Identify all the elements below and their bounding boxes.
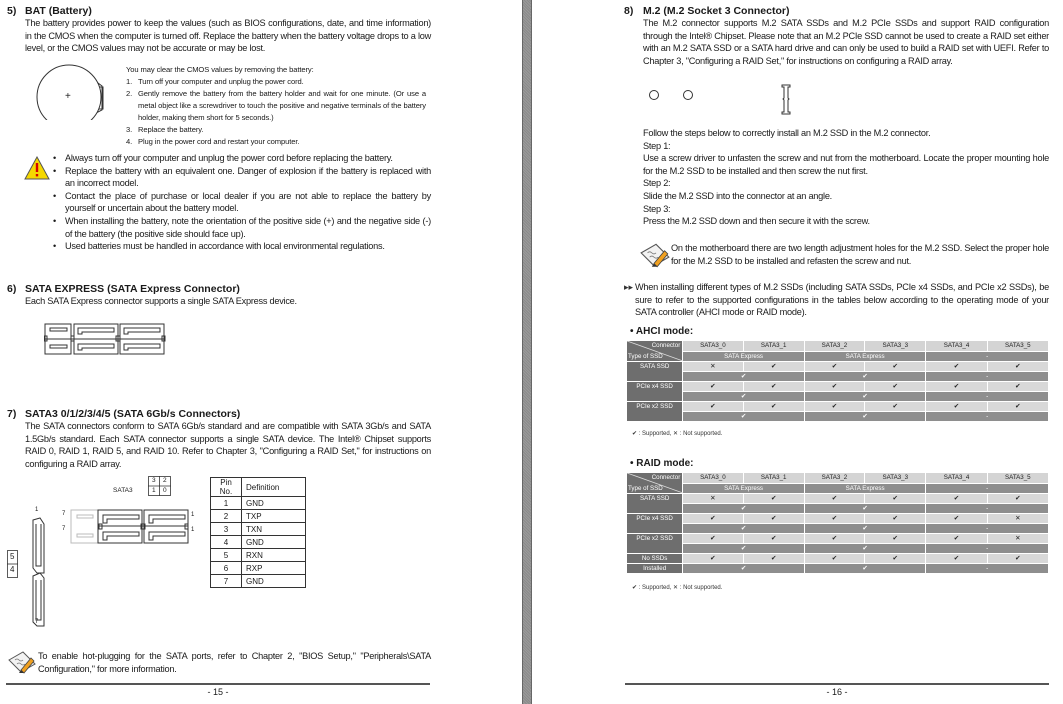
step-text: Gently remove the battery from the battery holder and wait for one minute. (Or use a metal object like a screwdriver to touch the positive and negative terminals of the battery holder, making them short for 5 seconds.) — [138, 89, 426, 122]
column-header: SATA3_2 — [804, 473, 864, 484]
support-cell: ✔ — [926, 402, 987, 412]
column-header: SATA3_3 — [865, 473, 926, 484]
column-header: SATA3_0 — [683, 341, 743, 352]
sata-pin-table — [210, 477, 306, 588]
table-group-row — [627, 372, 1049, 382]
warning-item: • When installing the battery, note the orientation of the positive side (+) and the negative side (-) of the battery (the positive side should face up). — [53, 215, 431, 240]
support-cell: ✔ — [926, 514, 987, 524]
step-text: Slide the M.2 SSD into the connector at an angle. — [643, 190, 832, 201]
support-cell: ✔ — [683, 514, 743, 524]
group-support-cell: ✔ — [804, 372, 926, 382]
support-cell: ✔ — [683, 554, 743, 564]
pin-number: 4 — [211, 536, 242, 549]
group-support-cell: - — [926, 564, 1049, 574]
table-row — [627, 494, 1049, 504]
pin-number: 1 — [211, 497, 242, 510]
support-cell: ✔ — [865, 494, 926, 504]
table-group-row — [627, 524, 1049, 534]
page-16 — [532, 0, 1063, 704]
step-number: 3. — [126, 125, 133, 134]
table-header-row — [627, 341, 1049, 352]
group-support-cell: - — [926, 544, 1049, 554]
support-cell: ✔ — [987, 362, 1048, 372]
support-cell: ✔ — [804, 362, 864, 372]
bullet: • — [630, 326, 636, 337]
m2-connector-diagram — [644, 84, 824, 116]
pin-7-label: 7 — [62, 511, 66, 517]
group-support-cell: - — [926, 392, 1049, 402]
page-15 — [0, 0, 522, 704]
support-cell: ✔ — [683, 402, 743, 412]
footer-rule — [625, 683, 1049, 685]
corner-connector-label: Connector — [651, 342, 681, 349]
sata-express-description: Each SATA Express connector supports a single SATA Express device. — [25, 296, 297, 306]
row-label: PCIe x2 SSD — [627, 402, 683, 422]
side-port-grid — [7, 550, 18, 578]
corner-connector-label: Connector — [651, 474, 681, 481]
section-number: 5) — [7, 5, 17, 17]
group-support-cell: ✔ — [804, 504, 926, 514]
raid-mode-table — [626, 472, 1049, 574]
support-cell: ✔ — [743, 402, 804, 412]
clear-step — [126, 88, 426, 124]
footer-rule — [6, 683, 430, 685]
group-support-cell: ✔ — [804, 544, 926, 554]
step-number: 4. — [126, 137, 133, 146]
definition-header: Definition — [242, 478, 306, 497]
mode-heading — [630, 326, 693, 337]
support-cell: ✔ — [743, 554, 804, 564]
warning-list — [53, 152, 431, 253]
column-header: SATA3_1 — [743, 473, 804, 484]
support-cell: ✔ — [926, 554, 987, 564]
section-number: 8) — [624, 5, 634, 17]
m2-install-steps — [643, 127, 1049, 228]
clear-cmos-intro: You may clear the CMOS values by removing the battery: — [126, 65, 314, 74]
table-row — [627, 402, 1049, 412]
support-cell: ✔ — [804, 382, 864, 392]
warning-item: • Always turn off your computer and unplug the power cord before replacing the battery. — [53, 152, 431, 165]
group-support-cell: ✔ — [683, 372, 805, 382]
clear-cmos-steps — [126, 76, 426, 148]
port-label: 5 — [10, 552, 15, 561]
section-title-sata3: SATA3 0/1/2/3/4/5 (SATA 6Gb/s Connectors) — [25, 408, 241, 420]
support-cell: ✔ — [804, 514, 864, 524]
sata3-diagram-label: SATA3 — [113, 487, 133, 494]
pin-number: 5 — [211, 549, 242, 562]
support-cell: ✔ — [926, 494, 987, 504]
table-group-row — [627, 544, 1049, 554]
ahci-mode-table — [626, 340, 1049, 422]
support-cell: ✔ — [804, 534, 864, 544]
group-support-cell: ✔ — [804, 524, 926, 534]
port-label: 3 — [152, 477, 156, 484]
clear-step — [126, 124, 426, 136]
group-support-cell: - — [926, 524, 1049, 534]
group-row — [627, 483, 1049, 494]
step-label: Step 2: — [643, 178, 671, 189]
pin-number: 7 — [211, 575, 242, 588]
support-legend: ✔ : Supported, ✕ : Not supported. — [632, 431, 723, 437]
mode-title: RAID mode: — [636, 458, 694, 469]
row-label: No SSDs — [627, 554, 683, 564]
pin-definition: RXP — [242, 562, 306, 575]
column-header: SATA3_4 — [926, 473, 987, 484]
pin-row — [211, 497, 306, 510]
table-row — [627, 554, 1049, 564]
column-header: SATA3_0 — [683, 473, 743, 484]
pin-header: Pin No. — [211, 478, 242, 497]
pin-definition: TXP — [242, 510, 306, 523]
support-cell: ✔ — [743, 514, 804, 524]
support-cell: ✔ — [683, 382, 743, 392]
pin-definition: GND — [242, 497, 306, 510]
pin-number: 3 — [211, 523, 242, 536]
group-support-cell: ✔ — [804, 412, 926, 422]
page-gutter — [522, 0, 532, 704]
clear-step — [126, 76, 426, 88]
support-cell: ✔ — [865, 514, 926, 524]
mode-title: AHCI mode: — [635, 326, 694, 337]
group-support-cell: ✔ — [683, 392, 805, 402]
page-number: - 15 - — [207, 687, 229, 697]
corner-cell — [627, 341, 683, 362]
group-header: - — [926, 351, 1049, 362]
group-header: SATA Express — [683, 351, 805, 362]
m2-length-note: On the motherboard there are two length adjustment holes for the M.2 SSD. Select the proper hole for the M.2 SSD to be installed and refasten the screw and nut. — [671, 243, 1049, 266]
pin-row — [211, 575, 306, 588]
pin-1-label: 1 — [191, 527, 195, 533]
m2-config-intro: When installing different types of M.2 SSDs (including SATA SSDs, PCIe x4 SSDs, and PCIe x2 SSDs), be sure to refer to the supported configurations in the tables below according to the operating mode of your SATA controller (AHCI mode or RAID mode). — [635, 282, 1049, 318]
page-number: - 16 - — [826, 687, 848, 697]
battery-positive-symbol: + — [65, 91, 71, 102]
port-label: 2 — [163, 477, 167, 484]
table-group-row — [627, 412, 1049, 422]
row-label: SATA SSD — [627, 494, 683, 514]
group-header: SATA Express — [804, 483, 926, 494]
pin-definition: TXN — [242, 523, 306, 536]
corner-type-label: Type of SSD — [628, 485, 663, 492]
pin-7-label: 7 — [62, 526, 66, 532]
support-cell: ✔ — [804, 554, 864, 564]
port-label: 1 — [152, 487, 156, 494]
group-support-cell: ✔ — [804, 392, 926, 402]
support-cell: ✔ — [743, 362, 804, 372]
pin-number: 6 — [211, 562, 242, 575]
row-label: PCIe x4 SSD — [627, 382, 683, 402]
column-header: SATA3_4 — [926, 341, 987, 352]
pin-row — [211, 510, 306, 523]
support-cell: ✔ — [865, 402, 926, 412]
corner-type-label: Type of SSD — [628, 353, 663, 360]
m2-steps-list — [643, 140, 1049, 228]
support-cell: ✕ — [987, 514, 1048, 524]
sata3-connector-diagram — [5, 474, 205, 630]
pin-row — [211, 536, 306, 549]
port-label: 0 — [163, 487, 167, 494]
section-title-sata-express: SATA EXPRESS (SATA Express Connector) — [25, 283, 240, 295]
group-support-cell: ✔ — [683, 564, 805, 574]
group-header: SATA Express — [804, 351, 926, 362]
table-group-row — [627, 504, 1049, 514]
table-row — [627, 382, 1049, 392]
support-cell: ✔ — [865, 382, 926, 392]
group-support-cell: ✔ — [683, 412, 805, 422]
bullet: • — [630, 458, 637, 469]
pin-1-label: 1 — [35, 507, 39, 513]
support-cell: ✔ — [987, 554, 1048, 564]
group-support-cell: ✔ — [804, 564, 926, 574]
sata-hotplug-note: To enable hot-plugging for the SATA ports, refer to Chapter 2, "BIOS Setup," "Peripherals\SATA Configuration," for more information. — [38, 651, 431, 674]
support-legend: ✔ : Supported, ✕ : Not supported. — [632, 585, 723, 591]
table-group-row — [627, 392, 1049, 402]
note-pencil-icon — [639, 242, 671, 268]
step-number: 2. — [126, 89, 133, 98]
step-number: 1. — [126, 77, 133, 86]
clear-cmos-instructions — [126, 64, 426, 148]
step-text: Use a screw driver to unfasten the screw and nut from the motherboard. Locate the proper mounting hole for the M.2 SSD to be installed and then screw the nut first. — [643, 153, 1049, 176]
support-cell: ✔ — [987, 494, 1048, 504]
table-group-row — [627, 564, 1049, 574]
table-row — [627, 514, 1049, 524]
column-header: SATA3_2 — [804, 341, 864, 352]
support-cell: ✔ — [865, 534, 926, 544]
column-header: SATA3_3 — [865, 341, 926, 352]
group-support-cell: ✔ — [683, 544, 805, 554]
pin-7-label: 7 — [35, 619, 39, 625]
pin-row — [211, 523, 306, 536]
port-label: 4 — [10, 565, 15, 574]
bat-description: The battery provides power to keep the values (such as BIOS configurations, date, and time information) in the CMOS when the computer is turned off. Replace the battery when the battery voltage drops to a low level, or the CMOS values may not be accurate or may be lost. — [25, 18, 431, 54]
group-header: SATA Express — [683, 483, 805, 494]
mode-heading — [630, 458, 694, 469]
support-cell: ✔ — [987, 382, 1048, 392]
support-cell: ✕ — [683, 362, 743, 372]
warning-icon — [24, 156, 50, 180]
support-cell: ✔ — [743, 382, 804, 392]
pin-row — [211, 549, 306, 562]
step-text: Replace the battery. — [138, 125, 204, 134]
m2-description: The M.2 connector supports M.2 SATA SSDs and M.2 PCIe SSDs and support RAID configuration through the Intel® Chipset. Please note that an M.2 PCIe SSD cannot be used to create a RAID set either with an M.2 SATA SSD or a SATA hard drive and can only be used to build a RAID set with UEFI. Refer to Chapter 3, "Configuring a RAID Set," for instructions on configuring a RAID array. — [643, 18, 1049, 66]
support-cell: ✕ — [987, 534, 1048, 544]
column-header: SATA3_5 — [987, 341, 1048, 352]
double-arrow-icon: ▸▸ — [624, 282, 634, 292]
group-support-cell: ✔ — [683, 524, 805, 534]
note-pencil-icon — [7, 650, 37, 674]
support-cell: ✔ — [987, 402, 1048, 412]
table-row — [627, 362, 1049, 372]
sata3-description: The SATA connectors conform to SATA 6Gb/s standard and are compatible with SATA 3Gb/s and SATA 1.5Gb/s standard. Each SATA connector supports a single SATA device. The Intel® Chipset supports RAID 0, RAID 1, RAID 5, and RAID 10. Refer to Chapter 3, "Configuring a RAID Set," for instructions on configuring a RAID array. — [25, 421, 431, 469]
warning-item: • Replace the battery with an equivalent one. Danger of explosion if the battery is replaced with an incorrect model. — [53, 165, 431, 190]
group-support-cell: ✔ — [683, 504, 805, 514]
support-cell: ✔ — [865, 362, 926, 372]
battery-diagram — [36, 64, 116, 120]
warning-item: • Contact the place of purchase or local dealer if you are not able to replace the battery by yourself or uncertain about the battery model. — [53, 190, 431, 215]
row-label: SATA SSD — [627, 362, 683, 382]
support-cell: ✔ — [743, 494, 804, 504]
step-label: Step 1: — [643, 140, 671, 151]
row-label-cont: Installed — [627, 564, 683, 574]
support-cell: ✔ — [683, 534, 743, 544]
step-label: Step 3: — [643, 203, 671, 214]
group-row — [627, 351, 1049, 362]
row-label: PCIe x2 SSD — [627, 534, 683, 554]
step-text: Plug in the power cord and restart your computer. — [138, 137, 300, 146]
pin-table-header — [211, 478, 306, 497]
support-cell: ✔ — [743, 534, 804, 544]
table-row — [627, 534, 1049, 544]
section-number: 6) — [7, 283, 17, 295]
pin-row — [211, 562, 306, 575]
steps-intro: Follow the steps below to correctly install an M.2 SSD in the M.2 connector. — [643, 128, 931, 138]
column-header: SATA3_5 — [987, 473, 1048, 484]
pin-1-label: 1 — [191, 512, 195, 518]
support-cell: ✔ — [926, 534, 987, 544]
pin-definition: RXN — [242, 549, 306, 562]
section-title-m2: M.2 (M.2 Socket 3 Connector) — [643, 5, 790, 17]
column-header: SATA3_1 — [743, 341, 804, 352]
battery-warnings — [53, 152, 431, 253]
group-header: - — [926, 483, 1049, 494]
group-support-cell: - — [926, 504, 1049, 514]
group-support-cell: - — [926, 372, 1049, 382]
support-cell: ✔ — [804, 402, 864, 412]
pin-definition: GND — [242, 575, 306, 588]
support-cell: ✕ — [683, 494, 743, 504]
support-cell: ✔ — [926, 382, 987, 392]
support-cell: ✔ — [926, 362, 987, 372]
sata-express-connector-diagram — [44, 322, 166, 356]
pin-number: 2 — [211, 510, 242, 523]
row-label: PCIe x4 SSD — [627, 514, 683, 534]
support-cell: ✔ — [804, 494, 864, 504]
warning-item: • Used batteries must be handled in accordance with local environmental regulations. — [53, 240, 431, 253]
step-text: Press the M.2 SSD down and then secure it with the screw. — [643, 216, 870, 227]
step-text: Turn off your computer and unplug the power cord. — [138, 77, 304, 86]
pin-definition: GND — [242, 536, 306, 549]
section-title-bat: BAT (Battery) — [25, 5, 92, 17]
support-cell: ✔ — [865, 554, 926, 564]
table-header-row — [627, 473, 1049, 484]
corner-cell — [627, 473, 683, 494]
group-support-cell: - — [926, 412, 1049, 422]
clear-step — [126, 136, 426, 148]
section-number: 7) — [7, 408, 17, 420]
